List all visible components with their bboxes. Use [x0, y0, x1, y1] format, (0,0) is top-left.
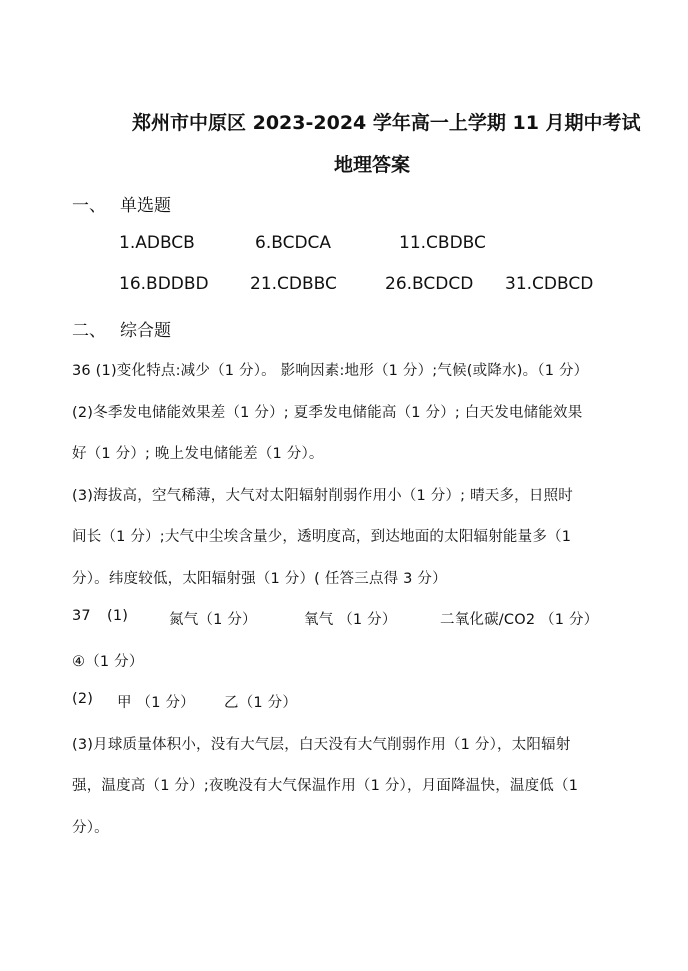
q37-line: 强，温度高（1 分）;夜晚没有大气保温作用（1 分），月面降温快，温度低（1: [72, 778, 579, 794]
sub-question-number: (2): [72, 691, 94, 707]
q37-line: ④（1 分）: [72, 654, 144, 670]
answer-group: 11.CBDBC: [399, 233, 486, 253]
q36-line: 好（1 分）; 晚上发电储能差（1 分）。: [72, 446, 324, 462]
section-number: 一、: [72, 196, 106, 216]
answer-item: 二氧化碳/CO2 （1 分）: [440, 612, 599, 628]
answer-group: 6.BCDCA: [255, 233, 332, 253]
q36-line: 间长（1 分）;大气中尘埃含量少，透明度高，到达地面的太阳辐射能量多（1: [72, 529, 572, 545]
answer-item: 乙（1 分）: [224, 695, 298, 711]
answer-group: 26.BCDCD: [385, 274, 474, 294]
answer-item: 甲 （1 分）: [117, 695, 195, 711]
q36-line: (2)冬季发电储能效果差（1 分）; 夏季发电储能高（1 分）; 白天发电储能效果: [72, 405, 583, 421]
section-heading-single-choice: [72, 191, 171, 216]
answer-group: 21.CDBBC: [250, 274, 337, 294]
section-heading-comprehensive: [72, 316, 171, 341]
q36-line: (3)海拔高，空气稀薄，大气对太阳辐射削弱作用小（1 分）; 晴天多，日照时: [72, 488, 573, 504]
answer-group: 31.CDBCD: [505, 274, 594, 294]
page-title: 郑州市中原区 2023-2024 学年高一上学期 11 月期中考试: [132, 112, 641, 134]
answer-item: 氧气 （1 分）: [304, 612, 397, 628]
q37-line: 分）。: [72, 820, 109, 836]
answer-group: 16.BDDBD: [119, 274, 209, 294]
section-label: 综合题: [120, 321, 171, 341]
sub-question-number: (1): [107, 608, 129, 624]
answer-item: 氮气（1 分）: [169, 612, 257, 628]
section-number: 二、: [72, 321, 106, 341]
page-subtitle: 地理答案: [334, 154, 411, 176]
question-number: 37: [72, 608, 91, 624]
q36-line: 分）。纬度较低，太阳辐射强（1 分）( 任答三点得 3 分）: [72, 571, 447, 587]
section-label: 单选题: [120, 196, 171, 216]
answer-group: 1.ADBCB: [119, 233, 195, 253]
q37-line: (3)月球质量体积小，没有大气层，白天没有大气削弱作用（1 分），太阳辐射: [72, 737, 571, 753]
q36-line: 36 (1)变化特点:减少（1 分）。 影响因素:地形（1 分）;气候(或降水)。（1 分）: [72, 363, 589, 379]
